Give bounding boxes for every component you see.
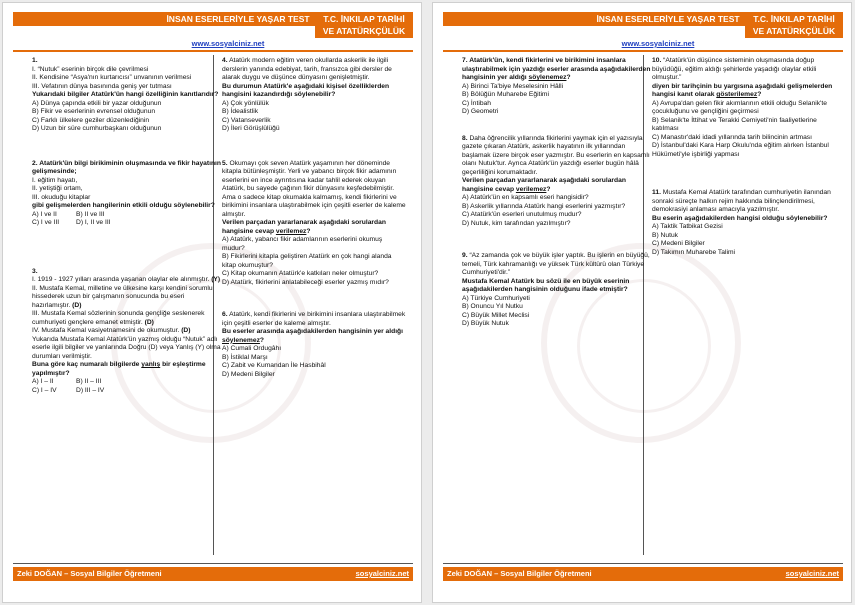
question-stem: Buna göre kaç numaralı bilgilerde yanlış bir eşleştirme yapılmıştır? bbox=[32, 361, 206, 377]
question-3 bbox=[32, 268, 222, 396]
header-url-link[interactable]: www.sosyalciniz.net bbox=[621, 39, 695, 48]
header-title: İNSAN ESERLERİYLE YAŞAR TEST bbox=[596, 14, 740, 24]
answer-option-d[interactable]: D) Büyük Nutuk bbox=[462, 320, 509, 327]
answer-option-c[interactable]: C) Atatürk'ün eserleri unutulmuş mudur? bbox=[462, 211, 582, 218]
answer-option-a[interactable]: A) Türkiye Cumhuriyeti bbox=[462, 294, 530, 302]
footer-site-link[interactable]: sosyalciniz.net bbox=[355, 569, 409, 578]
question-number: 9. bbox=[462, 252, 468, 259]
question-7: 7. Atatürk'ün, kendi fikirlerini ve birikimini insanlara ulaştırabilmek için yazdığı eserler arasında aşağıdakilerden hangisinin yer aldığı söylenemez? A) Birinci Ta'biye Meselesinin Hâlli B) Bölüğün Muharebe Eğitimi C) İntibah D) Geometri bbox=[462, 57, 651, 115]
question-text: Mustafa Kemal Atatürk tarafından cumhuriyetin ilanından sonraki süreçte halkın rejim hakkında bilinçlendirilmesi, demokrasiyi anlaması amacıyla yazılmıştır. bbox=[652, 189, 831, 213]
question-intro: Atatürk'ün bilgi birikiminin oluşmasında ve fikir hayatının gelişmesinde; bbox=[32, 159, 222, 175]
answer-option-d[interactable]: D) Geometri bbox=[462, 108, 499, 115]
header-subject-line2: VE ATATÜRKÇÜLÜK bbox=[322, 26, 406, 36]
footer-site-link[interactable]: sosyalciniz.net bbox=[785, 569, 839, 578]
answer-option-d[interactable]: D) I, II ve III bbox=[76, 219, 111, 226]
footer-author: Zeki DOĞAN – Sosyal Bilgiler Öğretmeni bbox=[17, 569, 162, 578]
answer-option-a[interactable]: A) I ve II bbox=[32, 210, 57, 218]
mark: (Y) bbox=[211, 276, 221, 283]
answer-option-a[interactable]: A) Atatürk, yabancı fikir adamlarının eserlerini okumuş mudur? bbox=[222, 236, 383, 252]
question-9 bbox=[462, 252, 652, 329]
question-text: “Atatürk'ün düşünce sisteminin oluşmasında doğup büyüdüğü, eğitim aldığı şehirlerde yaşadığı olaylar etkili olmuştur.” bbox=[652, 57, 817, 81]
question-text: Atatürk modern eğitim veren okullarda askerlik ile ilgili derslerin yanında edebiyat, tarih, fransızca gibi dersler de alarak duygu ve düşünce dünyasını genişletmiştir. bbox=[222, 57, 392, 81]
answer-option-b[interactable]: B) Bölüğün Muharebe Eğitimi bbox=[462, 91, 549, 98]
question-stem: Bu eserler arasında aşağıdakilerden hangisinin yer aldığı söylenemez? bbox=[222, 328, 404, 344]
answer-option-b[interactable]: B) Askerlik yıllarında Atatürk hangi eserlerini yazmıştır? bbox=[462, 202, 626, 210]
statement: II. yetiştiği ortam, bbox=[32, 185, 83, 192]
statement: IV. Mustafa Kemal vasiyetnamesini de okumuştur. (D) bbox=[32, 327, 191, 334]
answer-option-a[interactable]: A) Çok yönlülük bbox=[222, 99, 269, 107]
question-text: Daha öğrencilik yıllarında fikirlerini yaymak için el yazısıyla gazete çıkaran Atatürk, askerlik hayatının ilk yıllarından başlamak üzere birçok eser yazmıştır. Bu eserlerin en kapsamlı olanı Nutuk'tur. Ayrıca Atatürk'ün yazdığı eserler bugün hâlâ geçerliliğini korumaktadır. bbox=[462, 134, 650, 176]
question-stem: Verilen parçadan yararlanarak aşağıdaki sorulardan hangisine cevap verilemez? bbox=[222, 219, 386, 235]
answer-option-b[interactable]: B) İdealistlik bbox=[222, 108, 259, 115]
statement: II. Kendisine “Asya'nın kurtarıcısı” unvanının verilmesi bbox=[32, 74, 192, 81]
answer-option-a[interactable]: A) Avrupa'dan gelen fikir akımlarının etkili olduğu Selanik'te çocukluğunu ve gençliğini geçirmesi bbox=[652, 99, 827, 115]
answer-option-d[interactable]: D) III – IV bbox=[76, 386, 105, 394]
question-note: Yukarıda Mustafa Kemal Atatürk'ün yazmış olduğu “Nutuk” adlı eserle ilgili bilgiler ve yanlarında Doğru (D) veya Yanlış (Y) olma durumları verilmiştir. bbox=[32, 335, 221, 360]
question-text: Atatürk, kendi fikirlerini ve birikimini insanlara ulaştırabilmek için çeşitli eserler de kaleme almıştır. bbox=[222, 311, 406, 327]
answer-options bbox=[32, 211, 222, 228]
header-rule bbox=[13, 50, 413, 52]
question-number: 6. bbox=[222, 311, 228, 318]
statement: I. eğitim hayatı, bbox=[32, 176, 78, 184]
answer-option-d[interactable]: D) Uzun bir süre cumhurbaşkanı olduğunun bbox=[32, 125, 162, 132]
header-rule bbox=[443, 50, 843, 52]
left-page-column-1 bbox=[32, 57, 222, 405]
question-1 bbox=[32, 57, 222, 134]
answer-option-a[interactable]: A) Dünya çapında etkili bir yazar olduğunun bbox=[32, 99, 162, 107]
question-number: 11. bbox=[652, 189, 661, 196]
right-page-column-1 bbox=[462, 57, 652, 339]
answer-option-b[interactable]: B) Selanik'te İttihat ve Terakki Cemiyeti'nin faaliyetlerine katılması bbox=[652, 116, 817, 132]
answer-option-b[interactable]: B) II – III bbox=[76, 378, 102, 385]
answer-option-a[interactable]: A) Cumali Ordugâhı bbox=[222, 345, 282, 352]
answer-option-c[interactable]: C) Kitap okumanın Atatürk'e katkıları neler olmuştur? bbox=[222, 270, 379, 277]
answer-option-c[interactable]: C) Medeni Bilgiler bbox=[652, 240, 705, 247]
answer-option-a[interactable]: A) I – II bbox=[32, 378, 54, 385]
statement: I. “Nutuk” eserinin birçok dile çevrilmesi bbox=[32, 65, 149, 73]
answer-option-d[interactable]: D) Takımın Muharebe Talimi bbox=[652, 248, 736, 256]
question-stem: Mustafa Kemal Atatürk bu sözü ile en büyük eserinin aşağıdakilerden hangisinin olduğunu ifade etmiştir? bbox=[462, 277, 630, 293]
statement: III. Vefatının dünya basınında geniş yer tutması bbox=[32, 82, 172, 90]
answer-option-b[interactable]: B) İstiklal Marşı bbox=[222, 353, 268, 361]
answer-option-c[interactable]: C) Farklı ülkelere geziler düzenlediğinin bbox=[32, 116, 150, 124]
question-stem: Verilen parçadan yararlanarak aşağıdaki sorulardan hangisine cevap verilemez? bbox=[462, 177, 626, 193]
question-11 bbox=[652, 189, 836, 257]
mark: (D) bbox=[72, 301, 82, 309]
header-subject bbox=[745, 12, 843, 38]
header-subject-line1: T.C. İNKILAP TARİHİ bbox=[753, 14, 835, 24]
left-page-column-2 bbox=[222, 57, 406, 389]
answer-option-c[interactable]: C) Vatanseverlik bbox=[222, 116, 271, 124]
answer-option-a[interactable]: A) Atatürk'ün en kapsamlı eseri hangisidir? bbox=[462, 194, 589, 201]
answer-option-a[interactable]: A) Taktik Tatbikat Gezisi bbox=[652, 223, 723, 230]
question-8 bbox=[462, 135, 652, 229]
question-stem: gibi gelişmelerden hangilerinin etkili olduğu söylenebilir? bbox=[32, 202, 215, 209]
answer-option-d[interactable]: D) Medeni Bilgiler bbox=[222, 370, 275, 378]
question-number: 7. bbox=[462, 57, 468, 64]
question-5 bbox=[222, 160, 406, 288]
question-10 bbox=[652, 57, 836, 159]
statement: I. 1919 - 1927 yılları arasında yaşanan olaylar ele alınmıştır. (Y) bbox=[32, 276, 221, 283]
answer-option-a[interactable]: A) Birinci Ta'biye Meselesinin Hâlli bbox=[462, 82, 564, 90]
answer-option-b[interactable]: B) Nutuk bbox=[652, 231, 679, 239]
question-number: 4. bbox=[222, 57, 228, 64]
answer-option-b[interactable]: B) Onuncu Yıl Nutku bbox=[462, 303, 523, 310]
answer-option-d[interactable]: D) Atatürk, fikirlerini anlatabileceği eserler yazmış mıdır? bbox=[222, 278, 389, 286]
answer-option-b[interactable]: B) II ve III bbox=[76, 210, 105, 218]
answer-option-c[interactable]: C) Manastır'daki idadi yıllarında tarih bilincinin artması bbox=[652, 133, 812, 141]
statement: III. Mustafa Kemal sözlerinin sonunda gençliğe seslenerek cumhuriyeti gençlere emanet etmiştir. (D) bbox=[32, 310, 205, 326]
right-page-column-2 bbox=[652, 57, 836, 267]
header-title: İNSAN ESERLERİYLE YAŞAR TEST bbox=[166, 14, 310, 24]
statement: III. okuduğu kitaplar bbox=[32, 193, 91, 201]
footer-author: Zeki DOĞAN – Sosyal Bilgiler Öğretmeni bbox=[447, 569, 592, 578]
exam-page-right bbox=[432, 2, 852, 603]
exam-page-left bbox=[2, 2, 422, 603]
mark: (D) bbox=[144, 318, 154, 326]
answer-option-c[interactable]: C) Zabit ve Kumandan İle Hasbihâl bbox=[222, 362, 326, 369]
header-subject-line1: T.C. İNKILAP TARİHİ bbox=[323, 14, 405, 24]
answer-options bbox=[32, 378, 222, 395]
answer-option-c[interactable]: C) I ve III bbox=[32, 219, 60, 226]
question-number: 10. bbox=[652, 57, 662, 64]
question-4 bbox=[222, 57, 406, 134]
answer-option-d[interactable]: D) İleri Görüşlülüğü bbox=[222, 125, 280, 132]
footer-bar bbox=[13, 567, 413, 581]
question-number: 8. bbox=[462, 134, 468, 142]
answer-option-b[interactable]: B) Fikirlerini kitapla geliştiren Atatürk en çok hangi alanda kitap okumuştur? bbox=[222, 253, 392, 269]
question-6 bbox=[222, 311, 406, 379]
footer-rule bbox=[13, 563, 413, 564]
answer-option-d[interactable]: D) Nutuk, kim tarafından yazılmıştır? bbox=[462, 219, 571, 227]
answer-option-c[interactable]: C) İntibah bbox=[462, 99, 491, 107]
header-subject-line2: VE ATATÜRKÇÜLÜK bbox=[752, 26, 836, 36]
question-text: “Az zamanda çok ve büyük işler yaptık. Bu işlerin en büyüğü, temeli, Türk kahramanlığı ve yüksek Türk kültürü olan Türkiye Cumhuriyeti'dir.” bbox=[462, 252, 650, 276]
statement: II. Mustafa Kemal, milletine ve ülkesine karşı kendini sorumlu hissederek uzun bir çalışmanın sonucunda bu eseri hazırlamıştır. (D) bbox=[32, 284, 213, 309]
question-stem: Yukarıdaki bilgiler Atatürk'ün hangi özelliğinin kanıtlarıdır? bbox=[32, 91, 219, 98]
question-stem: Bu eserin aşağıdakilerden hangisi olduğu söylenebilir? bbox=[652, 214, 828, 222]
question-number: 5. bbox=[222, 159, 228, 167]
answer-option-c[interactable]: C) I – IV bbox=[32, 386, 57, 394]
answer-option-b[interactable]: B) Fikir ve eserlerinin evrensel olduğunun bbox=[32, 108, 156, 115]
question-stem: diyen bir tarihçinin bu yargısına aşağıdaki gelişmelerden hangisi kanıt olarak gösterilemez? bbox=[652, 82, 833, 98]
question-number: 1. bbox=[32, 57, 38, 64]
header-url-link[interactable]: www.sosyalciniz.net bbox=[191, 39, 265, 48]
mark: (D) bbox=[181, 327, 191, 334]
footer-rule bbox=[443, 563, 843, 564]
header-subject bbox=[315, 12, 413, 38]
question-stem: Bu durumun Atatürk'e aşağıdaki kişisel özelliklerden hangisini kazandırdığı söylenebilir? bbox=[222, 82, 390, 98]
answer-option-c[interactable]: C) Büyük Millet Meclisi bbox=[462, 311, 530, 319]
answer-option-d[interactable]: D) İstanbul'daki Kara Harp Okulu'nda eğitim alırken İstanbul Hükümeti'yle işbirliği yapması bbox=[652, 142, 829, 158]
question-number: 3. bbox=[32, 267, 38, 275]
question-number: 2. bbox=[32, 159, 38, 167]
question-2 bbox=[32, 160, 222, 228]
footer-bar bbox=[443, 567, 843, 581]
question-text: Okumayı çok seven Atatürk yaşamının her döneminde kitapla bütünleşmiştir. Yerli ve yabancı birçok fikir adamının eserlerini en ince ayrıntısına kadar tahlil ederek okuyan Atatürk, bu sayede çağının fikir dünyasını keşfedebilmiştir. Ama o sadece kitap okumakla kalmamış, kendi fikirlerini ve birikimini insanlara ulaştırabilmek için çeşitli eserler de kaleme almıştır. bbox=[222, 159, 406, 218]
